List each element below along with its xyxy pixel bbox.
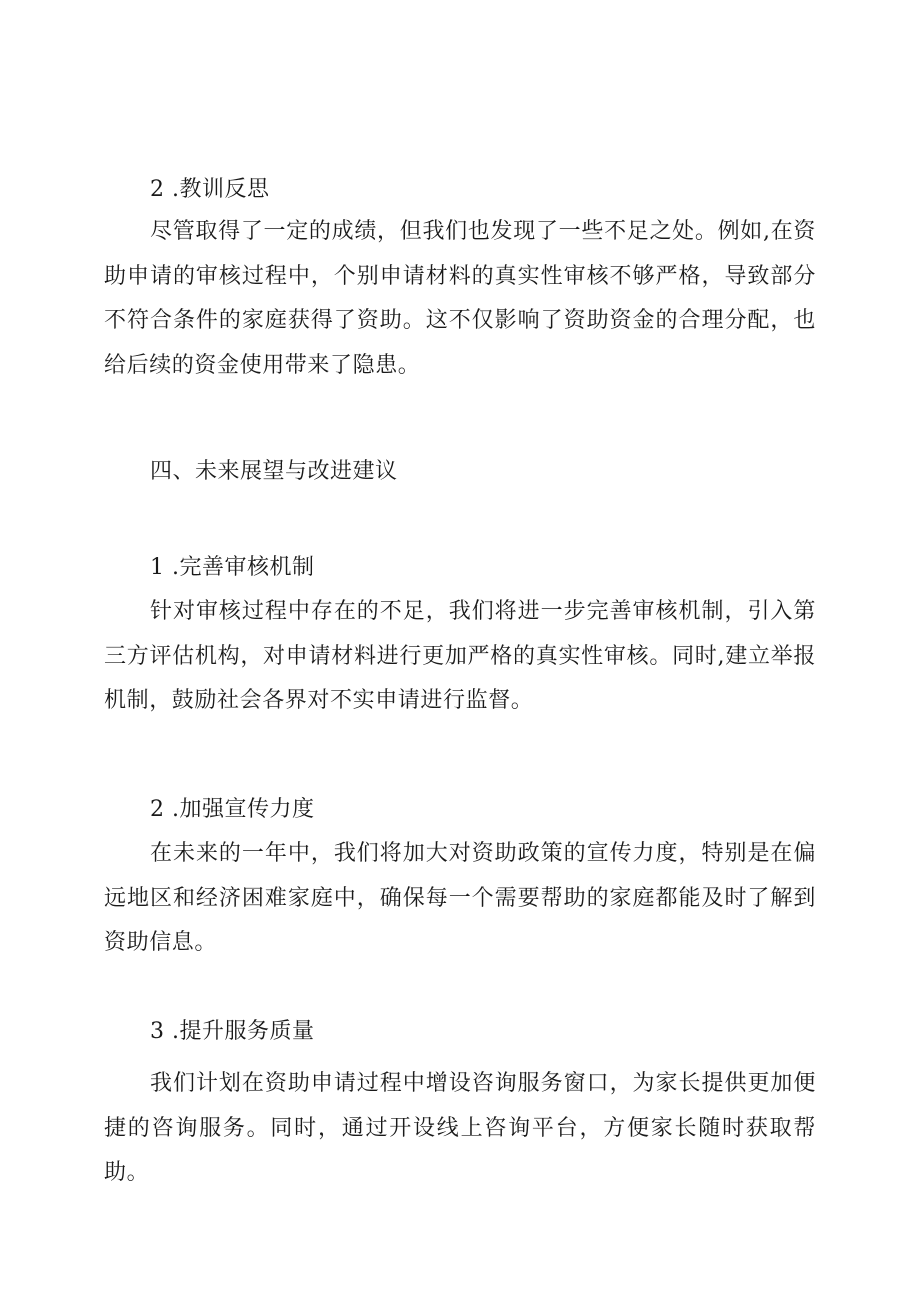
section-paragraph-lessons: 尽管取得了一定的成绩，但我们也发现了一些不足之处。例如,在资助申请的审核过程中，个别申请材料的真实性审核不够严格，导致部分不符合条件的家庭获得了资助。这不仅影响了资助资金的合理分配，也给后续的资金使用带来了隐患。 (104, 219, 816, 378)
section-paragraph-publicity: 在未来的一年中，我们将加大对资助政策的宣传力度，特别是在偏远地区和经济困难家庭中，确保每一个需要帮助的家庭都能及时了解到资助信息。 (104, 841, 816, 955)
section-paragraph-service: 我们计划在资助申请过程中增设咨询服务窗口，为家长提供更加便捷的咨询服务。同时，通过开设线上咨询平台，方便家长随时获取帮助。 (104, 1071, 816, 1185)
section-heading-lessons: 2 .教训反思 (150, 177, 270, 202)
section-heading-audit: 1 .完善审核机制 (150, 555, 315, 580)
section-heading-service: 3 .提升服务质量 (150, 1019, 315, 1044)
chapter-heading-outlook: 四、未来展望与改进建议 (150, 459, 398, 484)
section-heading-publicity: 2 .加强宣传力度 (150, 797, 315, 822)
section-paragraph-audit: 针对审核过程中存在的不足，我们将进一步完善审核机制，引入第三方评估机构，对申请材料进行更加严格的真实性审核。同时,建立举报机制，鼓励社会各界对不实申请进行监督。 (104, 599, 816, 713)
